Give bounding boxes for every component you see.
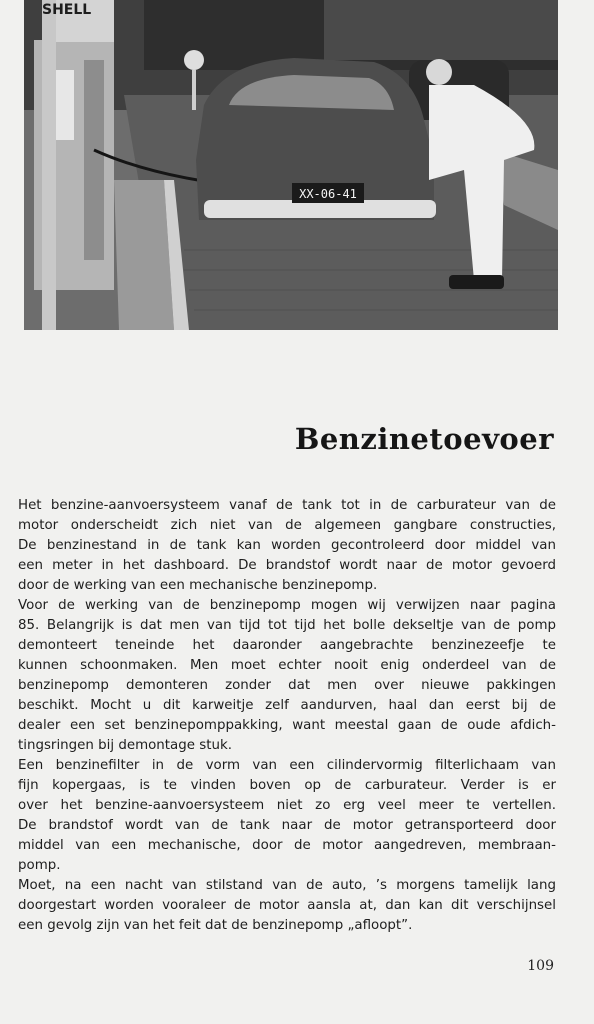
- text-line: Een benzinefilter in de vorm van een cilindervormig filterlichaam van: [18, 758, 556, 773]
- text-line: doorgestart worden vooraleer de motor aansla at, dan kan dit verschijnsel: [18, 898, 556, 913]
- text-line: Moet, na een nacht van stilstand van de auto, ’s morgens tamelijk lang: [18, 878, 556, 893]
- text-line: pomp.: [18, 858, 61, 873]
- text-line: door de werking van een mechanische benzinepomp.: [18, 578, 378, 593]
- text-line: fijn kopergaas, is te vinden boven op de carburateur. Verder is er: [18, 778, 556, 793]
- license-plate: XX-06-41: [299, 187, 357, 201]
- text-line: 85. Belangrijk is dat men van tijd tot tijd het bolle dekseltje van de pomp: [18, 618, 556, 633]
- text-line: tingsringen bij demontage stuk.: [18, 738, 232, 753]
- page-number: 109: [527, 958, 554, 974]
- photo-car-refueling: [24, 0, 558, 330]
- text-line: een meter in het dashboard. De brandstof wordt naar de motor gevoerd: [18, 558, 556, 573]
- text-line: een gevolg zijn van het feit dat de benzinepomp „afloopt”.: [18, 918, 413, 933]
- text-line: demonteert teneinde het daaronder aangebrachte benzinezeefje te: [18, 638, 556, 653]
- body-paragraphs: [18, 496, 556, 936]
- text-line: De benzinestand in de tank kan worden gecontroleerd door middel van: [18, 538, 556, 553]
- refueling-scene: [24, 0, 558, 330]
- text-line: motor onderscheidt zich niet van de algemeen gangbare constructies,: [18, 518, 556, 533]
- text-line: dealer een set benzinepomppakking, want meestal gaan de oude afdich-: [18, 718, 556, 733]
- text-line: kunnen schoonmaken. Men moet echter nooit enig onderdeel van de: [18, 658, 556, 673]
- text-line: over het benzine-aanvoersysteem niet zo erg veel meer te vertellen.: [18, 798, 556, 813]
- text-line: Het benzine-aanvoersysteem vanaf de tank tot in de carburateur van de: [18, 498, 556, 513]
- text-line: De brandstof wordt van de tank naar de motor getransporteerd door: [18, 818, 556, 833]
- text-line: benzinepomp demonteren zonder dat men over nieuwe pakkingen: [18, 678, 556, 693]
- text-line: middel van een mechanische, door de motor aangedreven, membraan-: [18, 838, 556, 853]
- text-line: beschikt. Mocht u dit karweitje zelf aandurven, haal dan eerst bij de: [18, 698, 556, 713]
- section-heading: Benzinetoevoer: [294, 422, 554, 457]
- shell-sign: SHELL: [42, 2, 92, 18]
- text-line: Voor de werking van de benzinepomp mogen wij verwijzen naar pagina: [18, 598, 556, 613]
